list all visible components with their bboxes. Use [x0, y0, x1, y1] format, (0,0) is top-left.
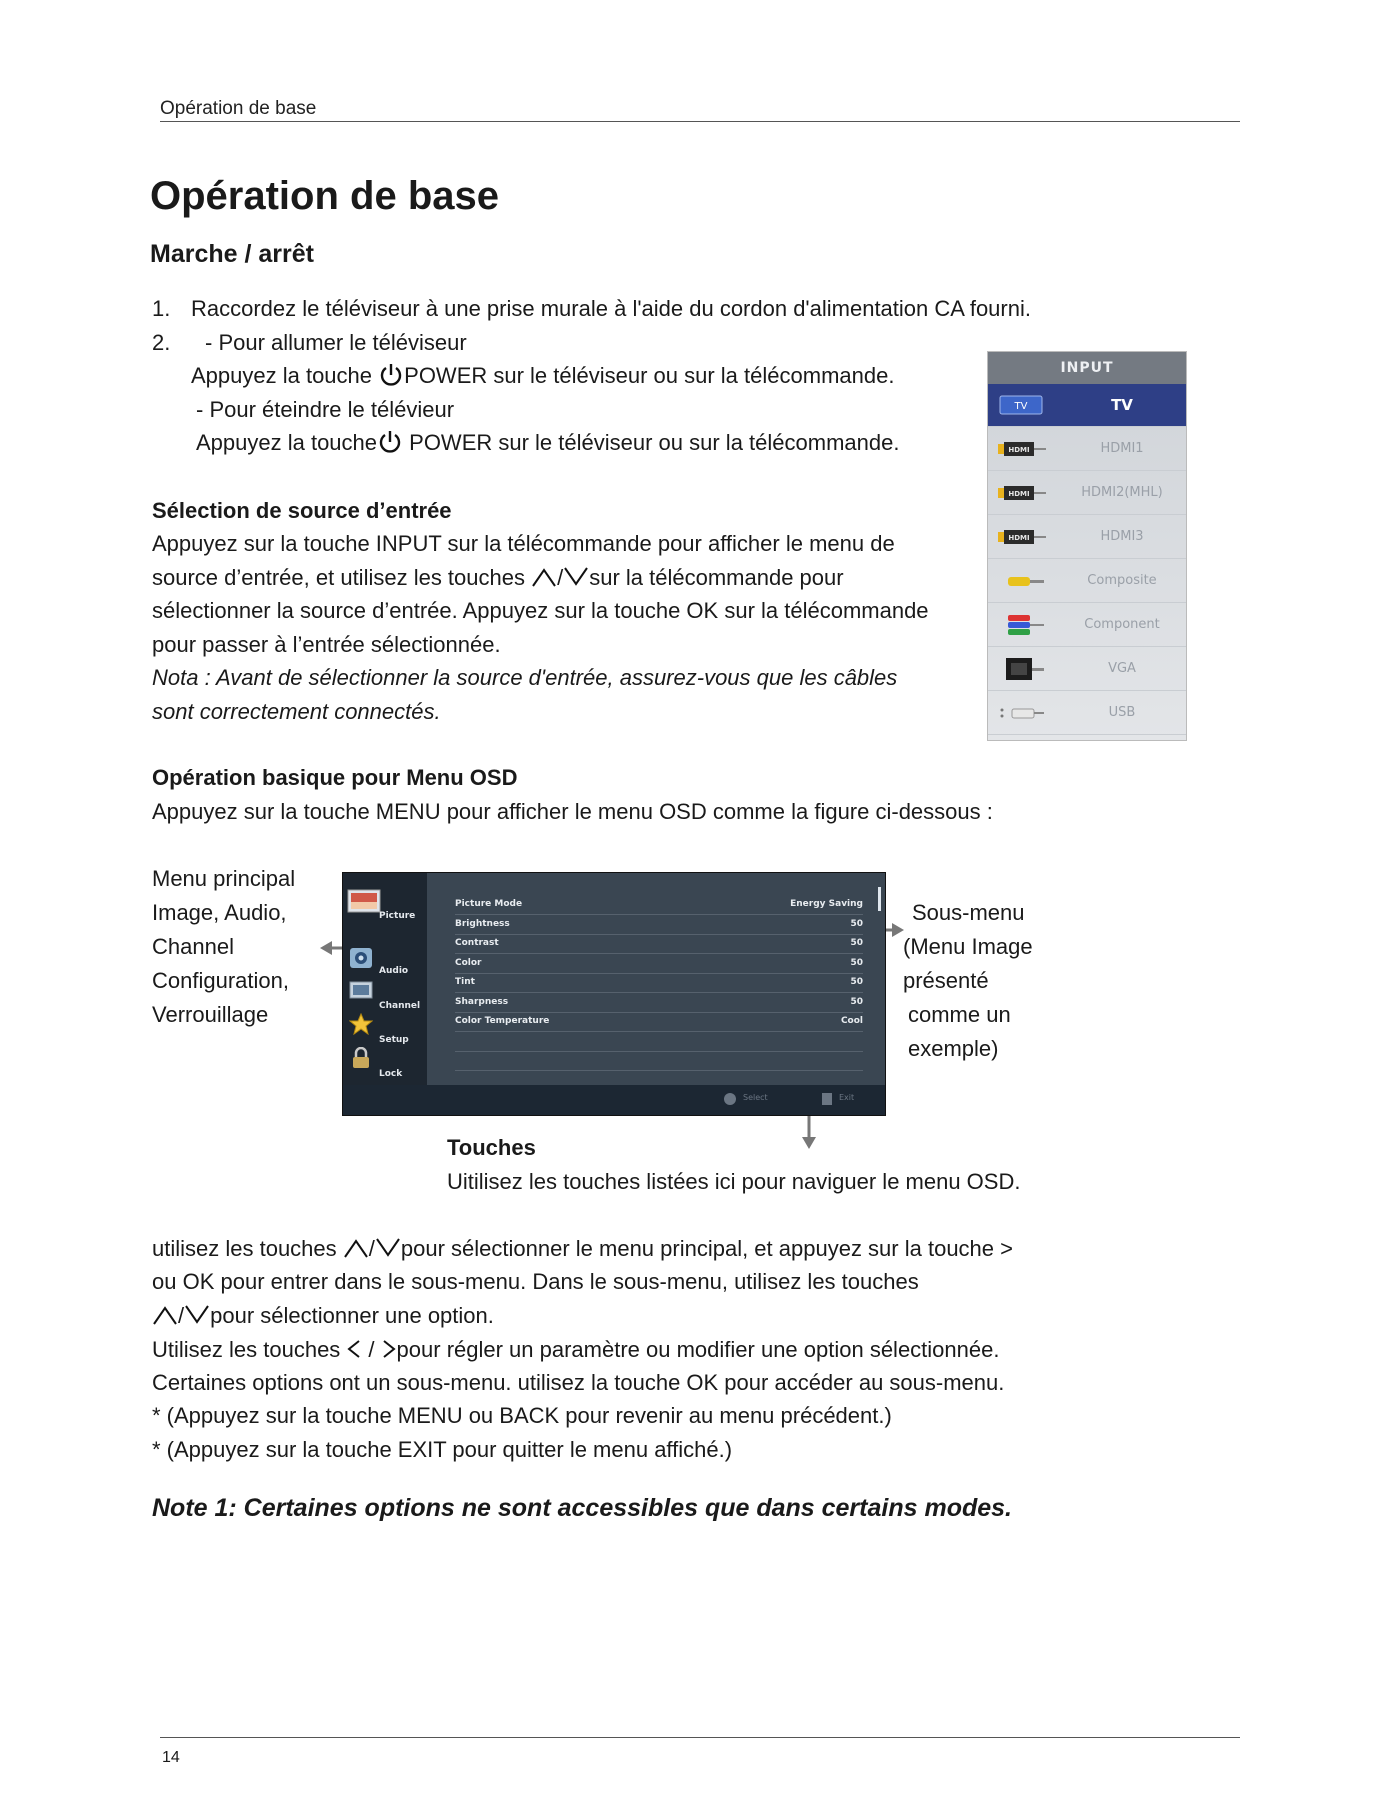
- osd-setting-label: Brightness: [455, 918, 510, 929]
- osd-setting-value: Cool: [840, 1016, 863, 1026]
- input-source-item: [988, 648, 1186, 691]
- power-off-text-b: POWER sur le téléviseur ou sur la télécommande.: [403, 430, 900, 455]
- instr-line7: * (Appuyez sur la touche EXIT pour quitter le menu affiché.): [152, 1437, 733, 1462]
- usb-icon: [998, 702, 1050, 724]
- right-callout-line: Sous-menu: [912, 900, 1025, 925]
- audio-icon: [349, 947, 373, 969]
- input-menu-title: INPUT: [988, 352, 1186, 384]
- osd-setting-value: 50: [850, 918, 863, 929]
- instr-line1: [152, 1232, 1013, 1266]
- input-note-line1: Nota : Avant de sélectionner la source d'entrée, assurez-vous que les câbles: [152, 665, 898, 690]
- list-number-2: 2.: [152, 330, 171, 355]
- svg-text:HDMI: HDMI: [1008, 534, 1030, 542]
- osd-intro: Appuyez sur la touche MENU pour afficher le menu OSD comme la figure ci-dessous :: [152, 799, 993, 824]
- input-source-label: TV: [1111, 396, 1133, 414]
- osd-setting-label: Contrast: [455, 938, 499, 948]
- svg-text:TV: TV: [1014, 401, 1028, 412]
- osd-setting-label: Color: [455, 957, 482, 968]
- up-arrow-icon: [531, 564, 557, 586]
- bottom-callout-title: Touches: [447, 1135, 536, 1160]
- osd-setting-row: [455, 1012, 863, 1032]
- power-icon: [378, 362, 404, 388]
- left-callout-line: Menu principal: [152, 866, 296, 891]
- power-off-text-a: Appuyez la touche: [196, 430, 378, 455]
- composite-cable-icon: [998, 570, 1050, 592]
- instr-line4-a: Utilisez les touches: [152, 1337, 347, 1362]
- osd-setting-value: 50: [850, 996, 863, 1007]
- osd-tab-lock: Lock: [379, 1069, 403, 1079]
- osd-setting-row: [455, 973, 863, 993]
- svg-text:HDMI: HDMI: [1008, 490, 1030, 498]
- picture-icon: [347, 889, 383, 915]
- input-source-label: HDMI3: [1100, 529, 1144, 544]
- input-source-item: [988, 472, 1186, 515]
- power-on-text-a: Appuyez la touche: [191, 363, 379, 388]
- component-cable-icon: [998, 614, 1050, 636]
- instr-line3-b: pour sélectionner une option.: [210, 1303, 494, 1328]
- up-arrow-icon: [152, 1302, 178, 1324]
- down-arrow-icon: [375, 1235, 401, 1257]
- osd-menu-screenshot: [343, 873, 885, 1115]
- osd-main-menu: [343, 873, 427, 1085]
- slash-separator: /: [178, 1303, 185, 1328]
- setup-star-icon: [349, 1013, 373, 1035]
- osd-setting-label: Color Temperature: [455, 1016, 550, 1026]
- list-item-2-line2: [191, 359, 894, 393]
- osd-setting-value: 50: [850, 938, 863, 948]
- section-title-input: Sélection de source d’entrée: [152, 498, 452, 523]
- osd-hint-exit: Exit: [839, 1093, 855, 1102]
- svg-text:HDMI: HDMI: [1008, 446, 1030, 454]
- list-item-2-line3: - Pour éteindre le télévieur: [196, 397, 455, 422]
- input-source-item: [988, 560, 1186, 603]
- up-arrow-icon: [343, 1235, 369, 1257]
- instr-line1-b: pour sélectionner le menu principal, et appuyez sur la touche >: [400, 1236, 1013, 1261]
- osd-setting-label: Sharpness: [455, 996, 509, 1007]
- vga-icon: [998, 658, 1050, 680]
- instr-line4: [152, 1333, 999, 1367]
- list-item-2-line1: - Pour allumer le téléviseur: [205, 330, 467, 355]
- input-source-label: Composite: [1087, 573, 1157, 588]
- input-source-item: [988, 428, 1186, 471]
- slash-separator: /: [368, 1236, 375, 1261]
- input-source-label: USB: [1108, 705, 1136, 720]
- osd-tab-channel: Channel: [379, 1001, 421, 1011]
- right-callout-line: exemple): [908, 1036, 999, 1061]
- left-arrow-icon: [346, 1336, 362, 1358]
- down-arrow-icon: [563, 564, 589, 586]
- osd-empty-row: [455, 1051, 863, 1071]
- osd-submenu: [427, 873, 885, 1085]
- left-callout-line: Verrouillage: [152, 1002, 269, 1027]
- osd-hint-select: Select: [743, 1093, 768, 1102]
- instr-line5: Certaines options ont un sous-menu. utilisez la touche OK pour accéder au sous-menu.: [152, 1370, 1005, 1395]
- input-source-label: VGA: [1108, 661, 1136, 676]
- osd-setting-row: [455, 915, 863, 935]
- input-note-line2: sont correctement connectés.: [152, 699, 441, 724]
- osd-setting-value: 50: [850, 977, 863, 987]
- section-title-power: Marche / arrêt: [150, 240, 314, 268]
- right-callout-line: présenté: [903, 968, 989, 993]
- lr-separator: /: [368, 1337, 375, 1362]
- hdmi-icon: [998, 438, 1050, 460]
- osd-setting-row: [455, 993, 863, 1013]
- input-para-line3: sélectionner la source d’entrée. Appuyez sur la touche OK sur la télécommande: [152, 598, 929, 623]
- input-source-label: HDMI1: [1100, 441, 1144, 456]
- channel-icon: [349, 979, 373, 1001]
- osd-scrollbar: [878, 887, 881, 911]
- footer-rule: [160, 1737, 1240, 1738]
- input-para-line2: [152, 561, 844, 595]
- right-callout-line: comme un: [908, 1002, 1011, 1027]
- tv-icon: [998, 394, 1050, 416]
- input-source-label: Component: [1084, 617, 1160, 632]
- instr-line2: ou OK pour entrer dans le sous-menu. Dans le sous-menu, utilisez les touches: [152, 1269, 919, 1294]
- osd-setting-row: [455, 934, 863, 954]
- left-callout-line: Configuration,: [152, 968, 289, 993]
- instr-line3: [152, 1299, 494, 1333]
- instr-line4-b: pour régler un paramètre ou modifier une option sélectionnée.: [396, 1337, 1000, 1362]
- osd-setting-label: Tint: [455, 977, 475, 987]
- osd-tab-setup: Setup: [379, 1035, 409, 1045]
- osd-empty-row: [455, 1032, 863, 1052]
- osd-setting-value: Energy Saving: [790, 899, 863, 909]
- section-title-osd: Opération basique pour Menu OSD: [152, 765, 518, 790]
- input-para-line4: pour passer à l’entrée sélectionnée.: [152, 632, 501, 657]
- osd-setting-label: Picture Mode: [455, 899, 523, 909]
- down-arrow-icon: [184, 1302, 210, 1324]
- list-number-1: 1.: [152, 296, 171, 321]
- input-para-line2-b: sur la télécommande pour: [589, 565, 844, 590]
- input-para-line1: Appuyez sur la touche INPUT sur la télécommande pour afficher le menu de: [152, 531, 895, 556]
- lock-icon: [349, 1047, 373, 1069]
- input-source-item: [988, 516, 1186, 559]
- note-1: Note 1: Certaines options ne sont accessibles que dans certains modes.: [152, 1494, 1012, 1522]
- page-title: Opération de base: [150, 174, 499, 218]
- list-item-2-line4: [196, 426, 899, 460]
- osd-setting-value: 50: [850, 957, 863, 968]
- hdmi-icon: [998, 482, 1050, 504]
- input-source-item: [988, 604, 1186, 647]
- right-callout-line: (Menu Image: [903, 934, 1033, 959]
- slash-separator: /: [557, 565, 564, 590]
- instr-line1-a: utilisez les touches: [152, 1236, 343, 1261]
- input-menu-screenshot: [988, 352, 1186, 740]
- bottom-callout-text: Uitilisez les touches listées ici pour naviguer le menu OSD.: [447, 1169, 1021, 1194]
- osd-hint-bar: [343, 1085, 885, 1115]
- instr-line6: * (Appuyez sur la touche MENU ou BACK pour revenir au menu précédent.): [152, 1403, 892, 1428]
- input-source-item: [988, 384, 1186, 427]
- left-callout-line: Channel: [152, 934, 234, 959]
- osd-tab-audio: Audio: [379, 966, 409, 976]
- page-number: 14: [162, 1749, 180, 1766]
- input-source-label: HDMI2(MHL): [1081, 485, 1163, 500]
- power-icon: [377, 429, 403, 455]
- osd-setting-row: [455, 954, 863, 974]
- osd-setting-row: [455, 895, 863, 915]
- bottom-callout-arrow: [800, 1115, 818, 1149]
- power-on-text-b: POWER sur le téléviseur ou sur la télécommande.: [404, 363, 895, 388]
- running-header: Opération de base: [160, 98, 317, 119]
- osd-tab-picture: Picture: [379, 911, 416, 921]
- select-hint-icon: [723, 1092, 737, 1106]
- header-rule: [160, 121, 1240, 122]
- exit-hint-icon: [821, 1092, 833, 1106]
- input-source-item: [988, 692, 1186, 735]
- right-arrow-icon: [381, 1336, 397, 1358]
- input-para-line2-a: source d’entrée, et utilisez les touches: [152, 565, 532, 590]
- left-callout-line: Image, Audio,: [152, 900, 287, 925]
- hdmi-icon: [998, 526, 1050, 548]
- list-item-1: Raccordez le téléviseur à une prise murale à l'aide du cordon d'alimentation CA fourni.: [191, 296, 1031, 321]
